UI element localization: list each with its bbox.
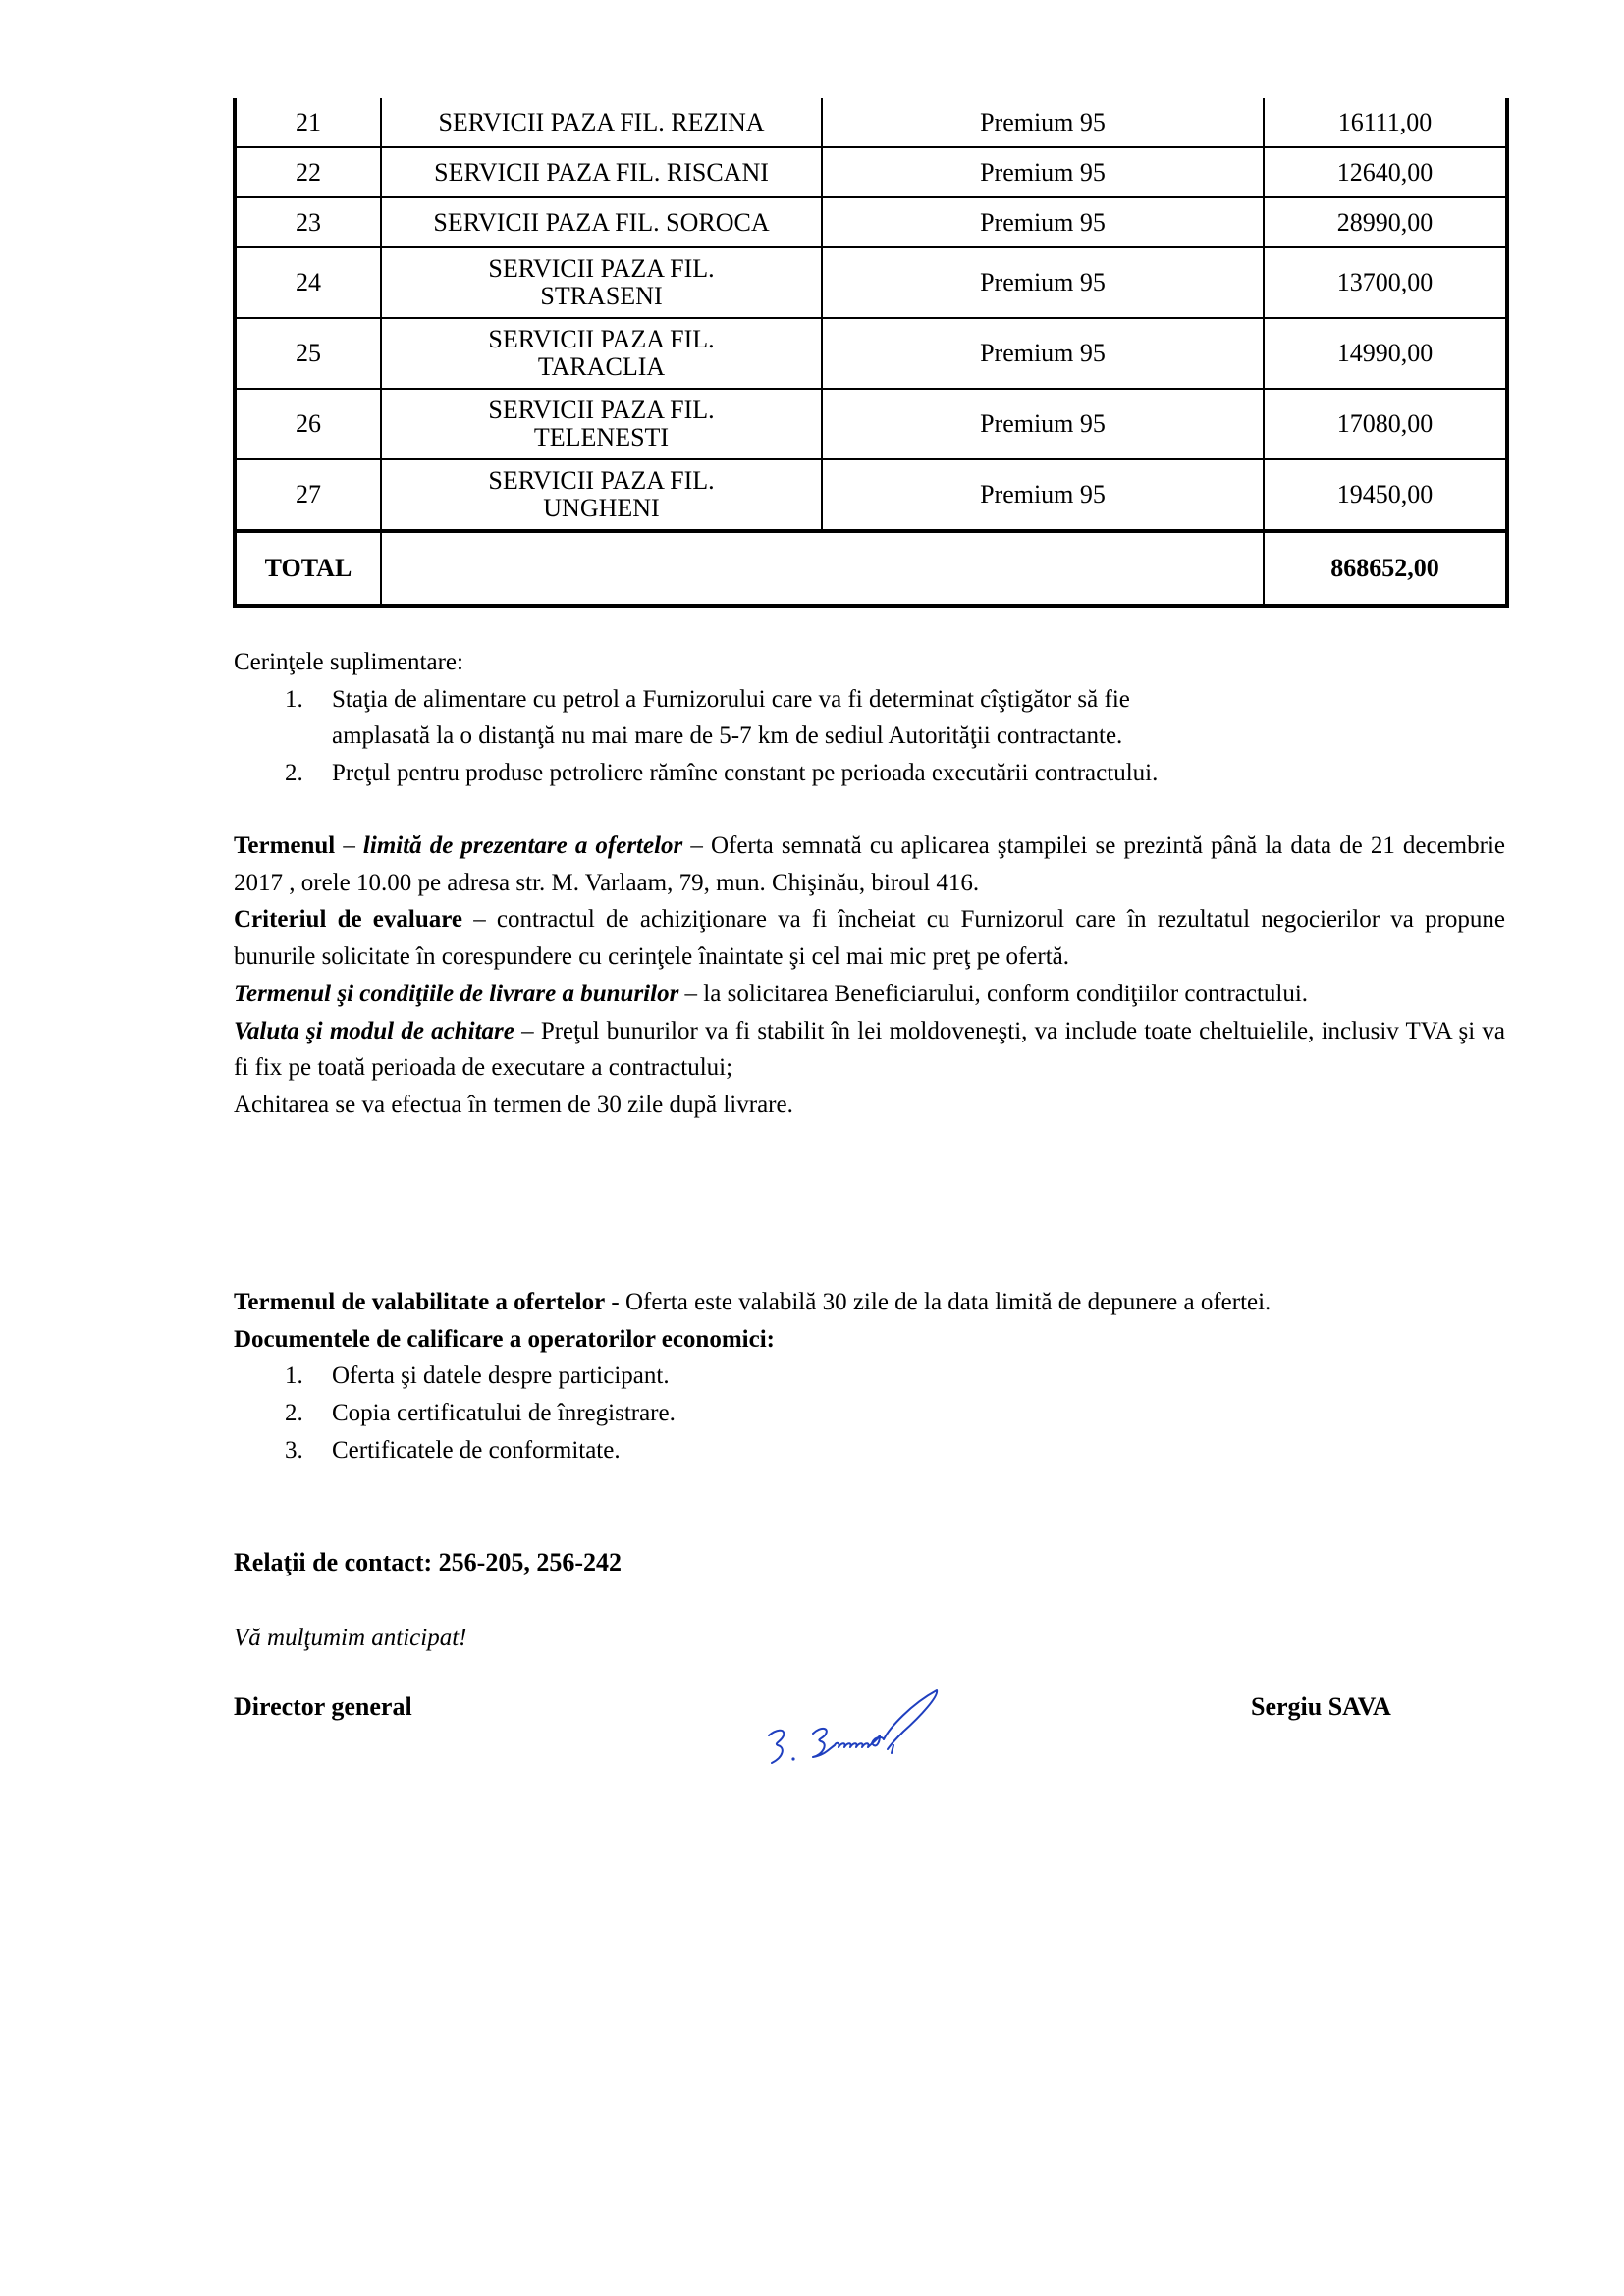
list-number: 1. [285,1362,303,1390]
list-item-line: Staţia de alimentare cu petrol a Furnizorului care va fi determinat cîştigător să fie [332,685,1130,713]
dash: – [335,832,363,859]
list-number: 1. [285,685,303,713]
total-label: TOTAL [235,531,381,606]
row-number: 25 [235,318,381,389]
list-item [234,1432,1505,1469]
row-number: 26 [235,389,381,459]
documents-list [234,1358,1505,1468]
deadline-label-italic: limită de prezentare a ofertelor [362,832,683,859]
table-row [235,147,1507,197]
delivery-text: la solicitarea Beneficiarului, conform condiţiilor contractului. [703,980,1309,1007]
beneficiary-line-1: SERVICII PAZA FIL. [488,325,715,353]
validity-text: Oferta este valabilă 30 zile de la data limită de depunere a ofertei. [625,1289,1272,1315]
criterion-label: Criteriul de evaluare [234,906,462,934]
amount-cell: 28990,00 [1264,197,1507,247]
amount-cell: 12640,00 [1264,147,1507,197]
fuel-allocation-table [233,98,1509,608]
requirements-heading: Cerinţele suplimentare: [234,649,463,675]
validity-label: Termenul de valabilitate a ofertelor [234,1289,606,1315]
payment-text: Preţul bunurilor va fi stabilit în lei moldoveneşti, va include toate cheltuielile, inclusiv TVA şi va fi fix pe toată perioada de executare a contractului; [234,1017,1506,1082]
beneficiary-line-2: TELENESTI [533,423,670,452]
product-cell: Premium 95 [822,197,1264,247]
list-item-line: Preţul pentru produse petroliere rămîne constant pe perioada executării contractului. [332,760,1159,787]
row-number: 27 [235,459,381,531]
dash: – [678,980,704,1007]
list-item [234,1358,1505,1395]
beneficiary-line-1: SERVICII PAZA FIL. [488,254,715,283]
dash: – [682,832,711,859]
row-number: 23 [235,197,381,247]
total-empty-cell [381,531,1264,606]
beneficiary-cell: SERVICII PAZA FIL. RISCANI [381,147,822,197]
requirements-list [234,681,1505,792]
table-row [235,98,1507,147]
list-item [234,755,1505,792]
total-row [235,531,1507,606]
deadline-paragraph [234,828,1505,901]
list-item-text: Oferta şi datele despre participant. [332,1362,670,1390]
payment-label: Valuta şi modul de achitare [234,1017,514,1044]
list-number: 2. [285,760,303,787]
beneficiary-line-2: STRASENI [540,282,663,310]
amount-cell: 19450,00 [1264,459,1507,531]
payment-term-line: Achitarea se va efectua în termen de 30 zile după livrare. [234,1091,793,1118]
beneficiary-line-2: UNGHENI [543,494,660,522]
contact-line: Relaţii de contact: 256-205, 256-242 [234,1548,622,1576]
row-number: 21 [235,98,381,147]
amount-cell: 14990,00 [1264,318,1507,389]
product-cell: Premium 95 [822,247,1264,318]
table-row [235,318,1507,389]
documents-heading: Documentele de calificare a operatorilor economici: [234,1325,775,1353]
criterion-text: contractul de achiziţionare va fi încheiat cu Furnizorul care în rezultatul negocierilor va propune bunurile solicitate în corespundere cu cerinţele înaintate şi cel mai mic preţ pe ofertă. [234,906,1505,971]
list-item-line: amplasată la o distanţă nu mai mare de 5-7 km de sediul Autorităţii contractante. [332,722,1123,750]
dash: - [605,1289,625,1315]
product-cell: Premium 95 [822,98,1264,147]
beneficiary-cell [381,318,822,389]
closing-line: Vă mulţumim anticipat! [234,1625,467,1651]
beneficiary-line-1: SERVICII PAZA FIL. [488,466,715,495]
delivery-label: Termenul şi condiţiile de livrare a bunurilor [234,980,679,1007]
dash: – [514,1017,541,1044]
amount-cell: 16111,00 [1264,98,1507,147]
table-row [235,459,1507,531]
list-item-text: Copia certificatului de înregistrare. [332,1400,676,1427]
validity-paragraph [234,1284,1505,1321]
requirements-section [234,644,1505,792]
dash: – [462,906,497,934]
table-row [235,389,1507,459]
row-number: 22 [235,147,381,197]
list-item-text: Certificatele de conformitate. [332,1436,621,1464]
criterion-paragraph [234,901,1505,975]
beneficiary-line-2: TARACLIA [537,352,666,381]
beneficiary-cell [381,459,822,531]
beneficiary-cell: SERVICII PAZA FIL. SOROCA [381,197,822,247]
amount-cell: 13700,00 [1264,247,1507,318]
amount-cell: 17080,00 [1264,389,1507,459]
table-row [235,197,1507,247]
validity-section [234,1284,1505,1469]
beneficiary-cell [381,389,822,459]
deadline-text: Oferta semnată cu aplicarea ştampilei se prezintă până la data de 21 decembrie 2017 , orele 10.00 pe adresa str. M. Varlaam, 79, mun. Chişinău, biroul 416. [234,832,1506,896]
product-cell: Premium 95 [822,389,1264,459]
list-number: 2. [285,1400,303,1427]
payment-paragraph [234,1013,1505,1087]
row-number: 24 [235,247,381,318]
list-item [234,1395,1505,1432]
beneficiary-line-1: SERVICII PAZA FIL. [488,396,715,424]
product-cell: Premium 95 [822,459,1264,531]
list-number: 3. [285,1436,303,1464]
product-cell: Premium 95 [822,318,1264,389]
delivery-paragraph [234,976,1505,1013]
total-value: 868652,00 [1264,531,1507,606]
beneficiary-cell [381,247,822,318]
deadline-label: Termenul [234,832,336,859]
signatory-title: Director general [234,1692,412,1721]
handwritten-signature-icon [764,1684,960,1773]
beneficiary-cell: SERVICII PAZA FIL. REZINA [381,98,822,147]
conditions-section [234,828,1505,1124]
list-item [234,681,1505,755]
product-cell: Premium 95 [822,147,1264,197]
signatory-name: Sergiu SAVA [1251,1692,1391,1721]
table-row [235,247,1507,318]
